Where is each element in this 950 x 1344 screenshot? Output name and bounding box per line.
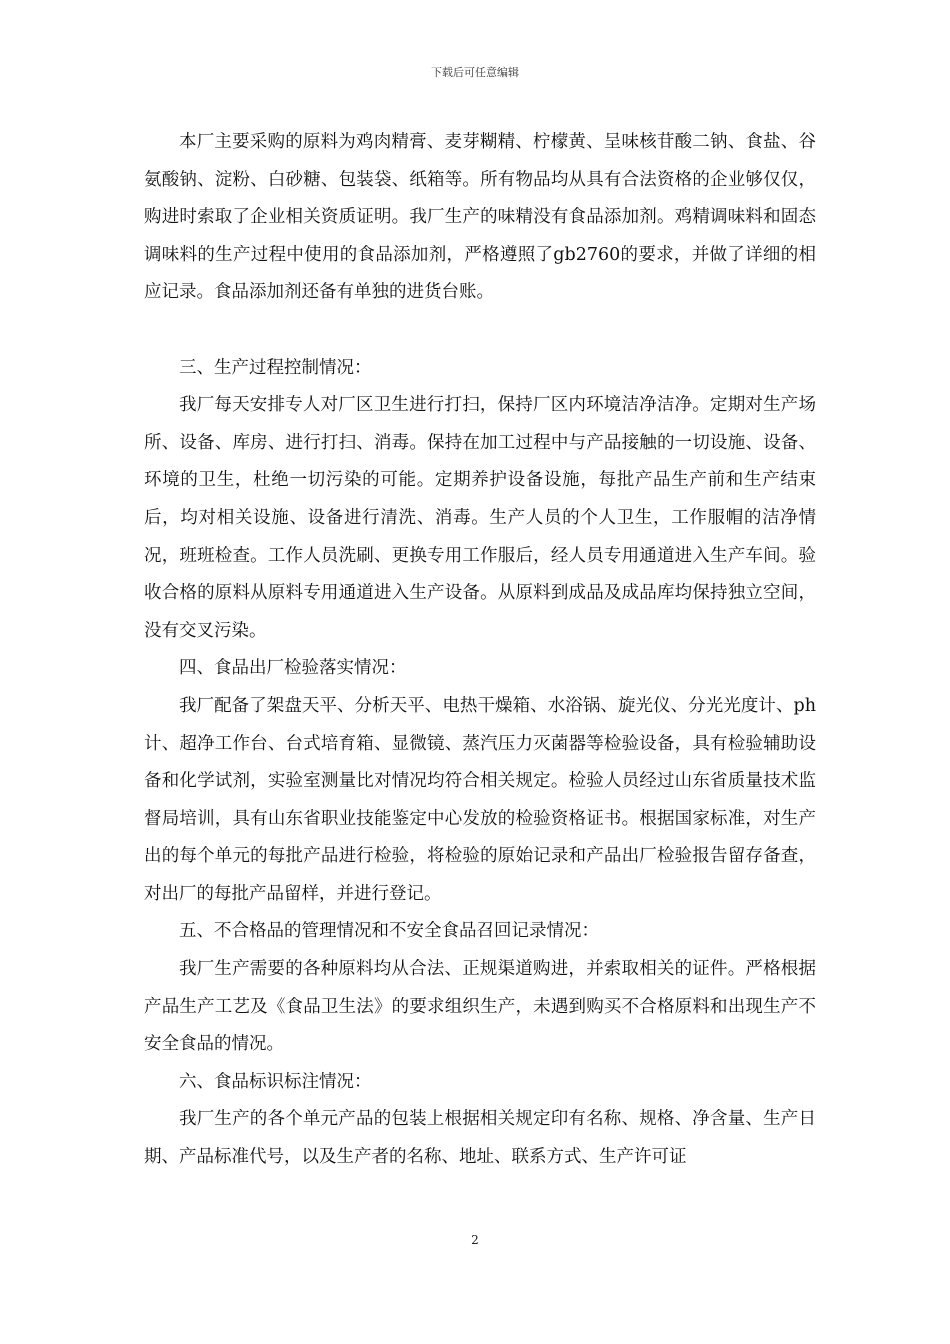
paragraph-nonconforming-products: 我厂生产需要的各种原料均从合法、正规渠道购进，并索取相关的证件。严格根据产品生产工艺及《食品卫生法》的要求组织生产，未遇到购买不合格原料和出现生产不安全食品的情况。 xyxy=(144,959,816,1055)
paragraph-factory-inspection: 我厂配备了架盘天平、分析天平、电热干燥箱、水浴锅、旋光仪、分光光度计、ph计、超净工作台、台式培育箱、显微镜、蒸汽压力灭菌器等检验设备，具有检验辅助设备和化学试剂，实验室测量比对情况均符合相关规定。检验人员经过山东省质量技术监督局培训，具有山东省职业技能鉴定中心发放的检验资格证书。根据国家标准，对生产出的每个单元的每批产品进行检验，将检验的原始记录和产品出厂检验报告留存备查，对出厂的每批产品留样，并进行登记。 xyxy=(144,695,816,904)
paragraph-production-control: 我厂每天安排专人对厂区卫生进行打扫，保持厂区内环境洁净洁净。定期对生产场所、设备、库房、进行打扫、消毒。保持在加工过程中与产品接触的一切设施、设备、环境的卫生，杜绝一切污染的可能。定期养护设备设施，每批产品生产前和生产结束后，均对相关设施、设备进行清洗、消毒。生产人员的个人卫生，工作服帽的洁净情况，班班检查。工作人员洗刷、更换专用工作服后，经人员专用通道进入生产车间。验收合格的原料从原料专用通道进入生产设备。从原料到成品及成品库均保持独立空间，没有交叉污染。 xyxy=(144,395,816,641)
page-header: 下载后可任意编辑 xyxy=(431,66,519,79)
heading-production-control: 三、生产过程控制情况： xyxy=(179,357,372,378)
page-number: 2 xyxy=(471,1233,479,1247)
heading-nonconforming-products: 五、不合格品的管理情况和不安全食品召回记录情况： xyxy=(179,921,599,942)
paragraph-raw-materials: 本厂主要采购的原料为鸡肉精膏、麦芽糊精、柠檬黄、呈味核苷酸二钠、食盐、谷氨酸钠、淀粉、白砂糖、包装袋、纸箱等。所有物品均从具有合法资格的企业够仅仅，购进时索取了企业相关资质证明。我厂生产的味精没有食品添加剂。鸡精调味料和固态调味料的生产过程中使用的食品添加剂，严格遵照了gb2760的要求，并做了详细的相应记录。食品添加剂还备有单独的进货台账。 xyxy=(144,132,816,303)
heading-food-labeling: 六、食品标识标注情况： xyxy=(179,1071,372,1092)
heading-factory-inspection: 四、食品出厂检验落实情况： xyxy=(179,658,407,679)
document-body xyxy=(144,124,816,1177)
paragraph-food-labeling: 我厂生产的各个单元产品的包装上根据相关规定印有名称、规格、净含量、生产日期、产品标准代号，以及生产者的名称、地址、联系方式、生产许可证 xyxy=(144,1109,816,1168)
